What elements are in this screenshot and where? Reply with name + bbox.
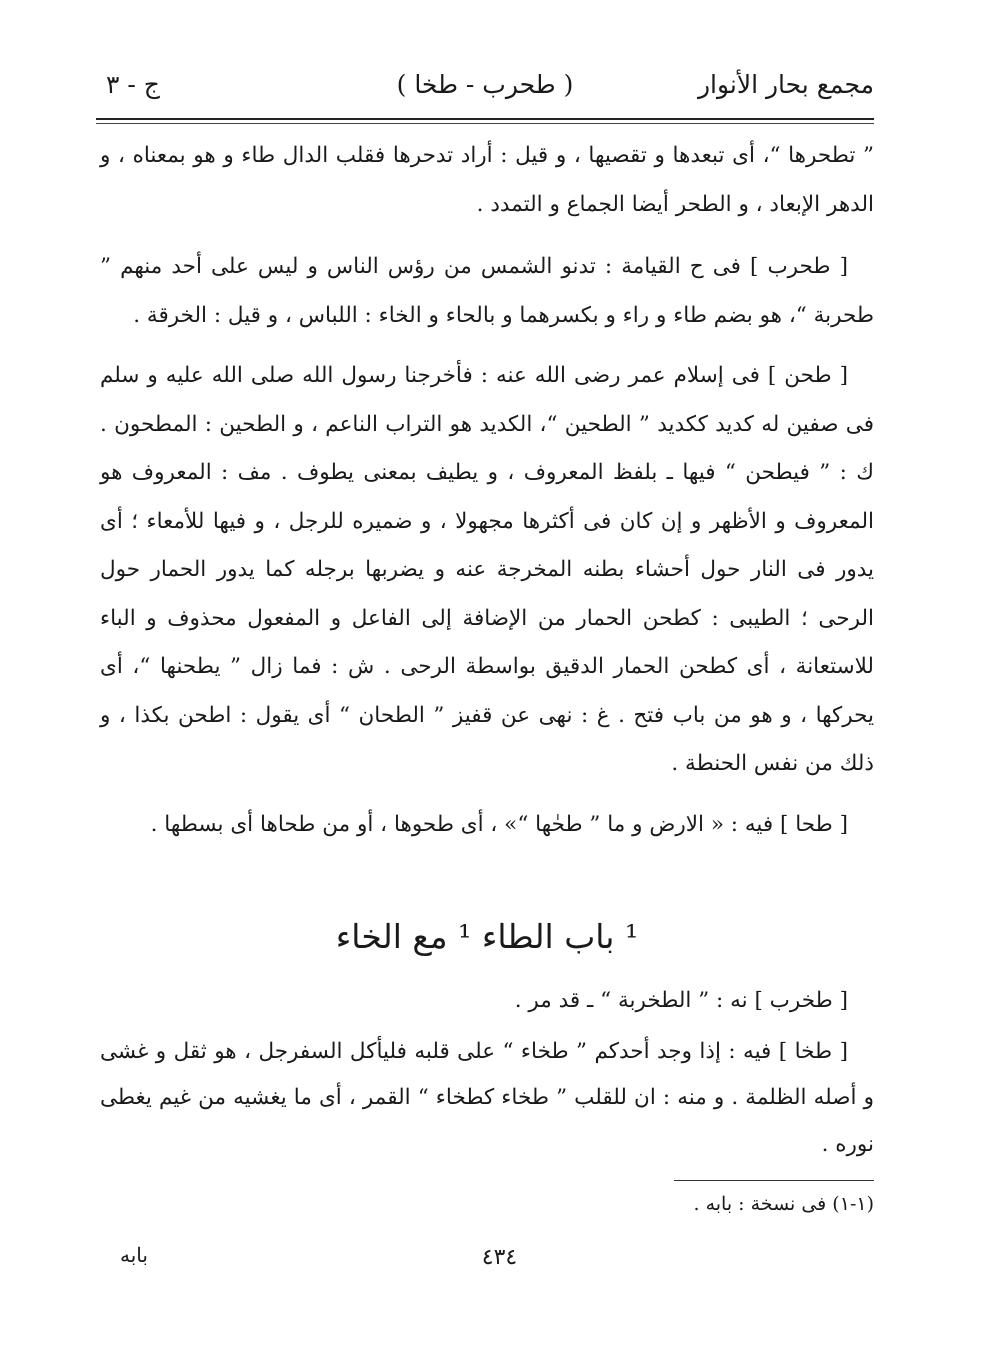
- main-text: [100, 132, 874, 861]
- entry-range: ( طحرب - طخا ): [396, 70, 574, 99]
- entry-takhrab: [ طخرب ] نه : ” الطخربة “ ـ قد مر .: [514, 988, 848, 1013]
- footnote-rule: [674, 1180, 874, 1181]
- catchword: بابه: [120, 1243, 148, 1267]
- page-number: ٤٣٤: [481, 1245, 518, 1270]
- section-heading: ¹ باب الطاء ¹ مع الخاء: [335, 917, 639, 956]
- running-header: [96, 66, 874, 112]
- header-rule-thin: [96, 123, 874, 124]
- entry-tahan: [ طحن ] فى إسلام عمر رضى الله عنه : فأخرجنا رسول الله صلى الله عليه و سلم فى صفين له كديد ككديد ” الطحين “، الكديد هو التراب الناعم ، و الطحين : المطحون . ك : ” فيطحن “ فيها ـ بلفظ المعروف ، و يطيف بمعنى يطوف . مف : المعروف هو المعروف و الأظهر و إن كان فى أكثرها مجهولا ، و ضميره للرجل ، و فيها للأمعاء ؛ أى يدور فى النار حول أحشاء بطنه المخرجة عنه و يضربها برجله كما يدور الحمار حول الرحى ؛ الطيبى : كطحن الحمار من الإضافة إلى الفاعل و المفعول محذوف و الباء للاستعانة ، أى كطحن الحمار الدقيق بواسطة الرحى . ش : فما زال ” يطحنها “، أى يحركها ، و هو من باب فتح . غ : نهى عن قفيز ” الطحان “ أى يقول : اطحن بكذا ، و ذلك من نفس الحنطة .: [100, 363, 874, 776]
- footnote: (١-١) فى نسخة : بابه .: [693, 1193, 874, 1215]
- paragraph-continuation: ” تطحرها “، أى تبعدها و تقصيها ، و قيل : أراد تدحرها فقلب الدال طاء و هو بمعناه ، و الدهر الإبعاد ، و الطحر أيضا الجماع و التمدد .: [100, 143, 874, 217]
- entry-takha: [ طخا ] فيه : إذا وجد أحدكم ” طخاء “ على قلبه فليأكل السفرجل ، هو ثقل و غشى و أصله الظلمة . و منه : ان للقلب ” طخاء كطخاء “ القمر ، أى ما يغشيه من غيم يغطى نوره .: [100, 1038, 874, 1157]
- section-text: [100, 978, 874, 1172]
- header-rule: [96, 118, 874, 120]
- book-title: مجمع بحار الأنوار: [697, 70, 874, 99]
- entry-taha: [ طحا ] فيه : « الارض و ما ” طحٰها “» ، أى طحوها ، أو من طحاها أى بسطها .: [150, 811, 848, 837]
- volume-number: ج - ٣: [106, 70, 160, 99]
- entry-tahrab: [ طحرب ] فى ح القيامة : تدنو الشمس من رؤس الناس و ليس على أحد منهم ” طحربة “، هو بضم طاء و راء و بكسرهما و بالحاء و الخاء : اللباس ، و قيل : الخرقة .: [100, 254, 874, 328]
